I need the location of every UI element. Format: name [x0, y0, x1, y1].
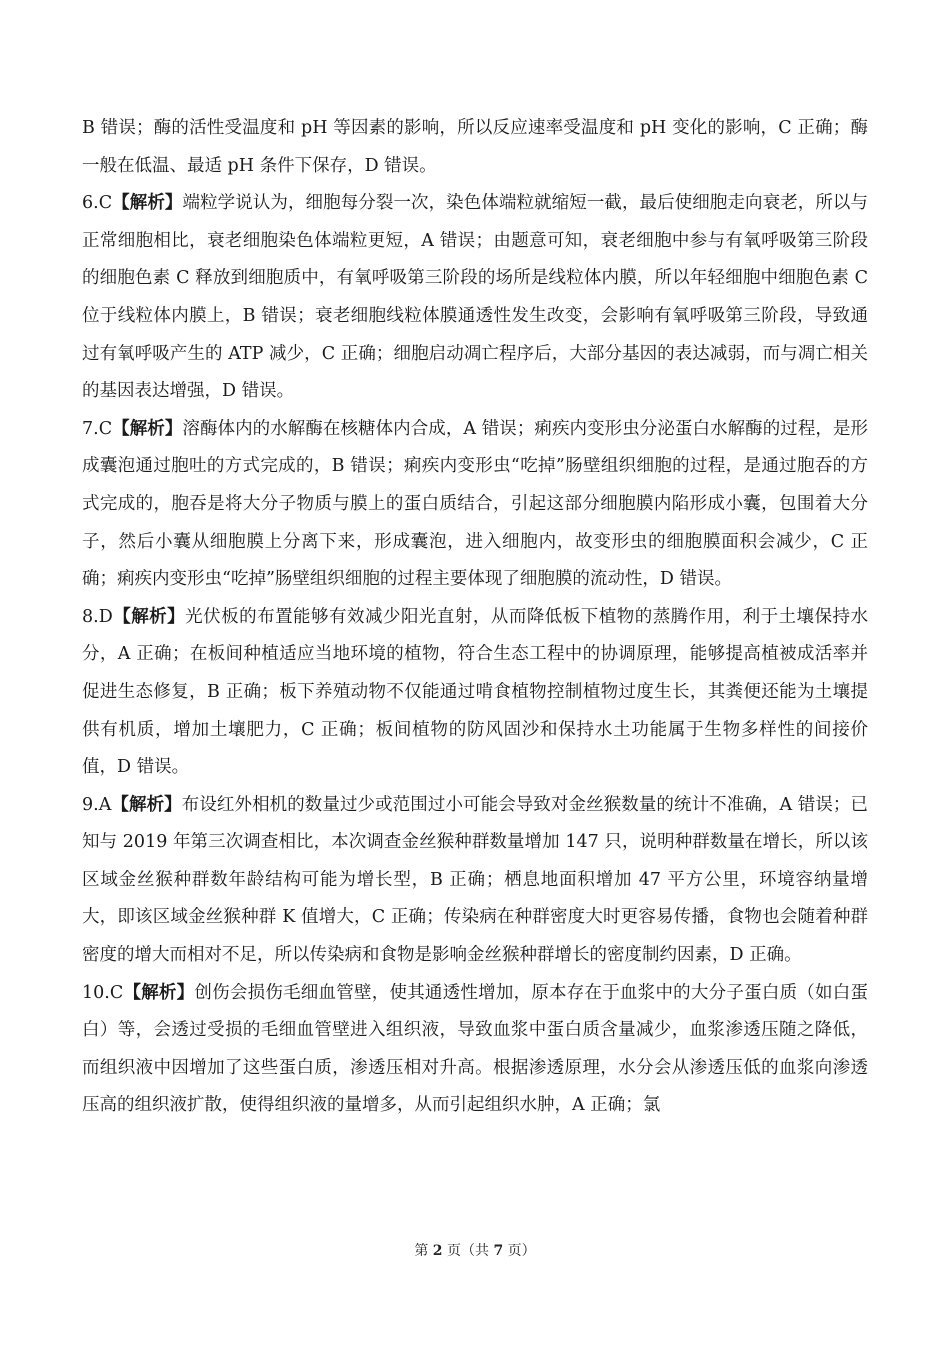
footer-suffix: 页）: [507, 1243, 536, 1259]
answer-paragraph-6: [82, 185, 868, 411]
analysis-tag: 【解析】: [112, 418, 183, 439]
analysis-tag: 【解析】: [112, 606, 186, 627]
question-number: 7.C: [82, 418, 113, 439]
paragraph-text: 端粒学说认为，细胞每分裂一次，染色体端粒就缩短一截，最后使细胞走向衰老，所以与正常细胞相比，衰老细胞染色体端粒更短，A 错误；由题意可知，衰老细胞中参与有氧呼吸第三阶段的细胞色素 C 释放到细胞质中，有氧呼吸第三阶段的场所是线粒体内膜，所以年轻细胞中细胞色素 C 位于线粒体内膜上，B 错误；衰老细胞线粒体膜通透性发生改变，会影响有氧呼吸第三阶段，导致通过有氧呼吸产生的 ATP 减少，C 正确；细胞启动凋亡程序后，大部分基因的表达减弱，而与凋亡相关的基因表达增强，D 错误。: [82, 193, 869, 402]
paragraph-text: 布设红外相机的数量过少或范围过小可能会导致对金丝猴数量的统计不准确，A 错误；已知与 2019 年第三次调查相比，本次调查金丝猴种群数量增加 147 只，说明种群数量在增长，所以该区域金丝猴种群数年龄结构可能为增长型，B 正确；栖息地面积增加 47 平方公里，环境容纳量增大，即该区域金丝猴种群 K 值增大，C 正确；传染病在种群密度大时更容易传播，食物也会随着种群密度的增大而相对不足，所以传染病和食物是影响金丝猴种群增长的密度制约因素，D 正确。: [82, 794, 868, 966]
answer-paragraph-7: [82, 411, 868, 599]
analysis-tag: 【解析】: [123, 982, 195, 1003]
total-page-count: 7: [493, 1243, 504, 1259]
question-number: 6.C: [82, 193, 113, 214]
footer-middle: 页（共: [447, 1243, 489, 1259]
current-page-number: 2: [432, 1243, 443, 1259]
answer-paragraph-10: [82, 975, 868, 1125]
analysis-tag: 【解析】: [112, 193, 183, 214]
question-number: 10.C: [82, 982, 124, 1003]
paragraph-text: 溶酶体内的水解酶在核糖体内合成，A 错误；痢疾内变形虫分泌蛋白水解酶的过程，是形成囊泡通过胞吐的方式完成的，B 错误；痢疾内变形虫“吃掉”肠壁组织细胞的过程，是通过胞吞的方式完成的，胞吞是将大分子物质与膜上的蛋白质结合，引起这部分细胞膜内陷形成小囊，包围着大分子，然后小囊从细胞膜上分离下来，形成囊泡，进入细胞内，故变形虫的细胞膜面积会减少，C 正确；痢疾内变形虫“吃掉”肠壁组织细胞的过程主要体现了细胞膜的流动性，D 错误。: [82, 418, 869, 590]
footer-prefix: 第: [414, 1243, 429, 1259]
document-body: [82, 110, 868, 1125]
question-number: 8.D: [82, 606, 113, 627]
paragraph-text: B 错误；酶的活性受温度和 pH 等因素的影响，所以反应速率受温度和 pH 变化的影响，C 正确；酶一般在低温、最适 pH 条件下保存，D 错误。: [82, 118, 868, 176]
answer-paragraph-8: [82, 599, 868, 787]
paragraph-continued: [82, 110, 868, 185]
paragraph-text: 光伏板的布置能够有效减少阳光直射，从而降低板下植物的蒸腾作用，利于土壤保持水分，A 正确；在板间种植适应当地环境的植物，符合生态工程中的协调原理，能够提高植被成活率并促进生态修复，B 正确；板下养殖动物不仅能通过啃食植物控制植物过度生长，其粪便还能为土壤提供有机质，增加土壤肥力，C 正确；板间植物的防风固沙和保持水土功能属于生物多样性的间接价值，D 错误。: [82, 606, 869, 778]
answer-paragraph-9: [82, 787, 868, 975]
question-number: 9.A: [82, 794, 112, 815]
page-footer: [0, 1240, 950, 1260]
paragraph-text: 创伤会损伤毛细血管壁，使其通透性增加，原本存在于血浆中的大分子蛋白质（如白蛋白）等，会透过受损的毛细血管壁进入组织液，导致血浆中蛋白质含量减少，血浆渗透压随之降低，而组织液中因增加了这些蛋白质，渗透压相对升高。根据渗透原理，水分会从渗透压低的血浆向渗透压高的组织液扩散，使得组织液的量增多，从而引起组织水肿，A 正确；氯: [82, 982, 869, 1116]
analysis-tag: 【解析】: [111, 794, 182, 815]
